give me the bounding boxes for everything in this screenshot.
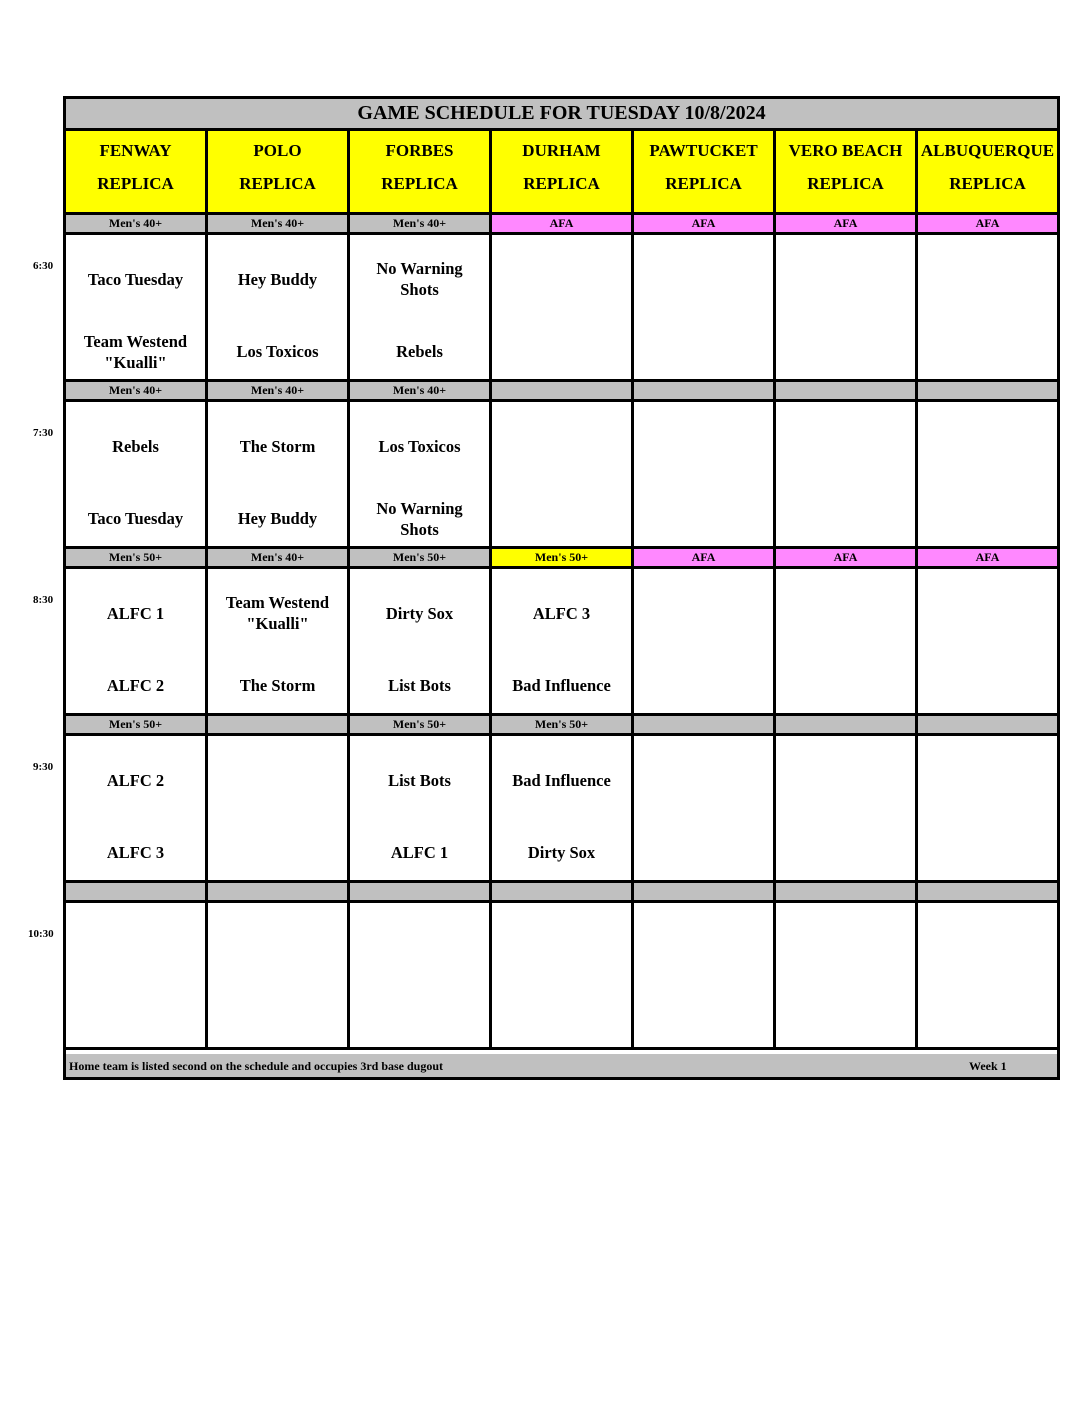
game-cell (492, 903, 634, 1050)
game-cell (776, 402, 918, 549)
division-label (66, 883, 208, 903)
away-team: The Storm (239, 437, 316, 456)
division-label: Men's 50+ (66, 549, 208, 569)
division-label: Men's 40+ (350, 382, 492, 402)
game-cell (776, 235, 918, 382)
home-team: No Warning Shots (376, 499, 463, 539)
home-team: Hey Buddy (237, 509, 318, 528)
division-label (776, 716, 918, 736)
game-cell (208, 235, 350, 382)
division-label (634, 382, 776, 402)
game-cell (350, 569, 492, 716)
game-cell (492, 569, 634, 716)
game-cell (350, 402, 492, 549)
home-team: Team Westend "Kualli" (83, 332, 188, 372)
field-name: FENWAY (99, 141, 172, 160)
division-label: Men's 50+ (350, 549, 492, 569)
division-label (208, 883, 350, 903)
field-name: DURHAM (522, 141, 601, 160)
division-label (492, 883, 634, 903)
away-team: No Warning Shots (376, 259, 463, 299)
game-cell (918, 736, 1057, 883)
game-cell (208, 736, 350, 883)
game-cell (634, 402, 776, 549)
home-team: Taco Tuesday (87, 509, 184, 528)
time-label: 8:30 (33, 594, 54, 606)
field-header (66, 131, 208, 215)
division-label (208, 716, 350, 736)
game-cell (776, 736, 918, 883)
time-label: 6:30 (33, 260, 54, 272)
field-subtitle: REPLICA (807, 174, 884, 193)
division-label (918, 716, 1057, 736)
game-cell (634, 736, 776, 883)
field-name: POLO (253, 141, 302, 160)
time-label: 10:30 (28, 928, 54, 940)
game-cell (634, 569, 776, 716)
away-team: Hey Buddy (237, 270, 318, 289)
field-name: FORBES (385, 141, 454, 160)
footer-bar (66, 1054, 1057, 1077)
field-subtitle: REPLICA (949, 174, 1026, 193)
field-subtitle: REPLICA (381, 174, 458, 193)
game-cell (66, 402, 208, 549)
division-label: Men's 40+ (208, 549, 350, 569)
away-team: Taco Tuesday (87, 270, 184, 289)
division-label (776, 883, 918, 903)
home-team: Rebels (396, 342, 443, 361)
field-header (350, 131, 492, 215)
field-header (208, 131, 350, 215)
division-label: AFA (634, 549, 776, 569)
division-label (918, 883, 1057, 903)
away-team: Bad Influence (512, 771, 611, 790)
field-subtitle: REPLICA (239, 174, 316, 193)
field-name: VERO BEACH (788, 141, 903, 160)
game-cell (492, 736, 634, 883)
division-label: Men's 40+ (66, 215, 208, 235)
field-header (918, 131, 1057, 215)
field-name: PAWTUCKET (649, 141, 758, 160)
home-team: Dirty Sox (527, 843, 596, 862)
game-cell (208, 569, 350, 716)
home-team: ALFC 2 (106, 676, 165, 695)
game-cell (66, 736, 208, 883)
schedule-table (63, 96, 1060, 1080)
home-team: Los Toxicos (236, 342, 319, 361)
week-label: Week 1 (969, 1059, 1007, 1073)
field-header (634, 131, 776, 215)
division-label (776, 382, 918, 402)
game-cell (634, 235, 776, 382)
game-cell (350, 903, 492, 1050)
away-team: Rebels (112, 437, 159, 456)
division-label: AFA (634, 215, 776, 235)
home-team: ALFC 1 (390, 843, 449, 862)
page-title: GAME SCHEDULE FOR TUESDAY 10/8/2024 (66, 99, 1057, 131)
game-cell (918, 235, 1057, 382)
game-cell (776, 903, 918, 1050)
field-name: ALBUQUERQUE (920, 141, 1055, 160)
time-label: 7:30 (33, 427, 54, 439)
game-cell (492, 402, 634, 549)
field-header (492, 131, 634, 215)
division-label: AFA (776, 215, 918, 235)
away-team: ALFC 3 (532, 604, 591, 623)
game-cell (208, 402, 350, 549)
game-cell (918, 402, 1057, 549)
away-team: ALFC 1 (106, 604, 165, 623)
home-team: Bad Influence (512, 676, 611, 695)
field-header (776, 131, 918, 215)
home-team: The Storm (239, 676, 316, 695)
game-cell (492, 235, 634, 382)
division-label: Men's 50+ (350, 716, 492, 736)
division-label: AFA (918, 549, 1057, 569)
division-label (492, 382, 634, 402)
game-cell (66, 903, 208, 1050)
division-label: AFA (776, 549, 918, 569)
division-label: Men's 50+ (492, 716, 634, 736)
game-cell (776, 569, 918, 716)
division-label (634, 883, 776, 903)
away-team: Team Westend "Kualli" (225, 593, 330, 633)
division-label (350, 883, 492, 903)
division-label: AFA (492, 215, 634, 235)
division-label (918, 382, 1057, 402)
division-label: Men's 50+ (66, 716, 208, 736)
field-subtitle: REPLICA (523, 174, 600, 193)
division-label: Men's 40+ (208, 215, 350, 235)
division-label: AFA (918, 215, 1057, 235)
field-subtitle: REPLICA (665, 174, 742, 193)
division-label (634, 716, 776, 736)
home-team: List Bots (388, 676, 451, 695)
game-cell (350, 235, 492, 382)
game-cell (208, 903, 350, 1050)
game-cell (634, 903, 776, 1050)
time-label: 9:30 (33, 761, 54, 773)
game-cell (918, 903, 1057, 1050)
footer-note: Home team is listed second on the schedule and occupies 3rd base dugout (69, 1059, 444, 1073)
away-team: Dirty Sox (385, 604, 454, 623)
division-label: Men's 40+ (208, 382, 350, 402)
game-cell (918, 569, 1057, 716)
division-label: Men's 50+ (492, 549, 634, 569)
game-cell (350, 736, 492, 883)
away-team: Los Toxicos (378, 437, 461, 456)
game-cell (66, 235, 208, 382)
game-cell (66, 569, 208, 716)
away-team: ALFC 2 (106, 771, 165, 790)
division-label: Men's 40+ (66, 382, 208, 402)
away-team: List Bots (388, 771, 451, 790)
home-team: ALFC 3 (106, 843, 165, 862)
field-subtitle: REPLICA (97, 174, 174, 193)
division-label: Men's 40+ (350, 215, 492, 235)
